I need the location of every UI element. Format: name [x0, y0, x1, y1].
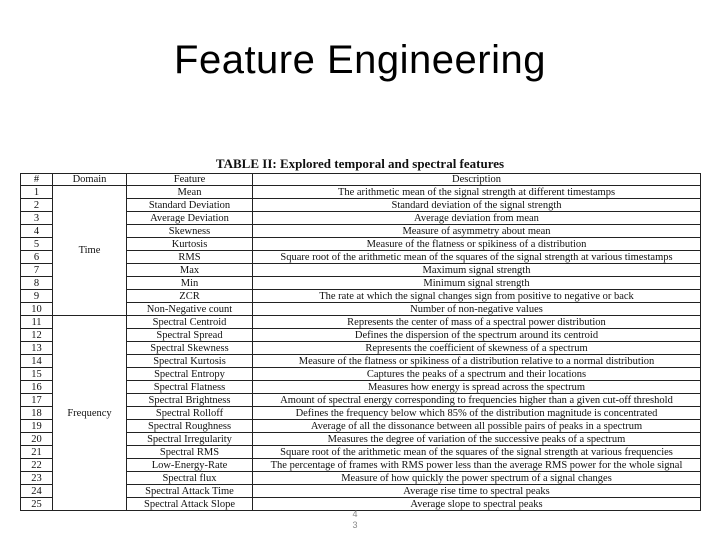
- row-description: Square root of the arithmetic mean of the squares of the signal strength at various timestamps: [253, 251, 701, 264]
- row-feature: Spectral Brightness: [127, 394, 253, 407]
- row-description: Minimum signal strength: [253, 277, 701, 290]
- row-index: 4: [21, 225, 53, 238]
- row-feature: Spectral Skewness: [127, 342, 253, 355]
- row-feature: Kurtosis: [127, 238, 253, 251]
- row-feature: Spectral Kurtosis: [127, 355, 253, 368]
- row-index: 23: [21, 472, 53, 485]
- row-index: 5: [21, 238, 53, 251]
- row-index: 24: [21, 485, 53, 498]
- row-feature: Low-Energy-Rate: [127, 459, 253, 472]
- table-caption-text: Explored temporal and spectral features: [279, 156, 505, 171]
- table-row: [21, 316, 701, 329]
- row-feature: Non-Negative count: [127, 303, 253, 316]
- row-feature: Spectral Flatness: [127, 381, 253, 394]
- row-description: Measures the degree of variation of the successive peaks of a spectrum: [253, 433, 701, 446]
- row-description: Measures how energy is spread across the spectrum: [253, 381, 701, 394]
- row-feature: Spectral Irregularity: [127, 433, 253, 446]
- row-feature: Spectral Spread: [127, 329, 253, 342]
- row-index: 19: [21, 420, 53, 433]
- row-index: 20: [21, 433, 53, 446]
- row-feature: Spectral Centroid: [127, 316, 253, 329]
- row-index: 6: [21, 251, 53, 264]
- row-index: 8: [21, 277, 53, 290]
- row-index: 1: [21, 186, 53, 199]
- row-index: 10: [21, 303, 53, 316]
- row-index: 14: [21, 355, 53, 368]
- row-description: Average of all the dissonance between all possible pairs of peaks in a spectrum: [253, 420, 701, 433]
- row-description: The arithmetic mean of the signal strength at different timestamps: [253, 186, 701, 199]
- row-index: 11: [21, 316, 53, 329]
- row-description: Maximum signal strength: [253, 264, 701, 277]
- slide-title: Feature Engineering: [174, 38, 546, 82]
- row-index: 13: [21, 342, 53, 355]
- table-caption: [20, 155, 700, 173]
- row-index: 2: [21, 199, 53, 212]
- header-description: Description: [253, 174, 701, 186]
- header-domain: Domain: [53, 174, 127, 186]
- row-index: 7: [21, 264, 53, 277]
- table-caption-label: TABLE II:: [215, 156, 277, 171]
- row-description: Represents the coefficient of skewness of a spectrum: [253, 342, 701, 355]
- table-body: [21, 186, 701, 511]
- row-index: 25: [21, 498, 53, 511]
- features-table-figure: [20, 155, 700, 510]
- row-index: 18: [21, 407, 53, 420]
- row-feature: Spectral Attack Time: [127, 485, 253, 498]
- table-header-row: [21, 174, 701, 186]
- features-table: [20, 173, 701, 511]
- row-feature: Mean: [127, 186, 253, 199]
- row-description: Defines the frequency below which 85% of the distribution magnitude is concentrated: [253, 407, 701, 420]
- row-description: Measure of the flatness or spikiness of a distribution: [253, 238, 701, 251]
- table-row: [21, 186, 701, 199]
- domain-time: Time: [53, 186, 127, 316]
- row-index: 17: [21, 394, 53, 407]
- row-feature: Spectral RMS: [127, 446, 253, 459]
- row-feature: Min: [127, 277, 253, 290]
- row-index: 3: [21, 212, 53, 225]
- row-description: Measure of how quickly the power spectrum of a signal changes: [253, 472, 701, 485]
- row-feature: Spectral Roughness: [127, 420, 253, 433]
- row-feature: Max: [127, 264, 253, 277]
- row-index: 16: [21, 381, 53, 394]
- row-index: 9: [21, 290, 53, 303]
- row-description: The percentage of frames with RMS power less than the average RMS power for the whole signal: [253, 459, 701, 472]
- row-description: Standard deviation of the signal strength: [253, 199, 701, 212]
- header-feature: Feature: [127, 174, 253, 186]
- row-description: Defines the dispersion of the spectrum around its centroid: [253, 329, 701, 342]
- row-description: Measure of the flatness or spikiness of a distribution relative to a normal distribution: [253, 355, 701, 368]
- row-description: Amount of spectral energy corresponding to frequencies higher than a given cut-off threshold: [253, 394, 701, 407]
- row-feature: Spectral Rolloff: [127, 407, 253, 420]
- row-description: Represents the center of mass of a spectral power distribution: [253, 316, 701, 329]
- row-feature: Average Deviation: [127, 212, 253, 225]
- row-description: Average deviation from mean: [253, 212, 701, 225]
- page-number-bottom: 3: [352, 520, 358, 530]
- row-description: Captures the peaks of a spectrum and their locations: [253, 368, 701, 381]
- row-description: The rate at which the signal changes sign from positive to negative or back: [253, 290, 701, 303]
- row-description: Average rise time to spectral peaks: [253, 485, 701, 498]
- row-description: Square root of the arithmetic mean of the squares of the signal strength at various frequencies: [253, 446, 701, 459]
- row-index: 12: [21, 329, 53, 342]
- row-index: 21: [21, 446, 53, 459]
- row-description: Measure of asymmetry about mean: [253, 225, 701, 238]
- row-feature: Spectral Attack Slope: [127, 498, 253, 511]
- header-index: #: [21, 174, 53, 186]
- row-feature: Spectral flux: [127, 472, 253, 485]
- row-index: 15: [21, 368, 53, 381]
- row-feature: Spectral Entropy: [127, 368, 253, 381]
- row-feature: ZCR: [127, 290, 253, 303]
- row-description: Average slope to spectral peaks: [253, 498, 701, 511]
- domain-frequency: Frequency: [53, 316, 127, 511]
- row-feature: Standard Deviation: [127, 199, 253, 212]
- row-index: 22: [21, 459, 53, 472]
- row-feature: Skewness: [127, 225, 253, 238]
- row-description: Number of non-negative values: [253, 303, 701, 316]
- page-number-top: 4: [352, 509, 358, 519]
- page-number: [340, 509, 370, 531]
- row-feature: RMS: [127, 251, 253, 264]
